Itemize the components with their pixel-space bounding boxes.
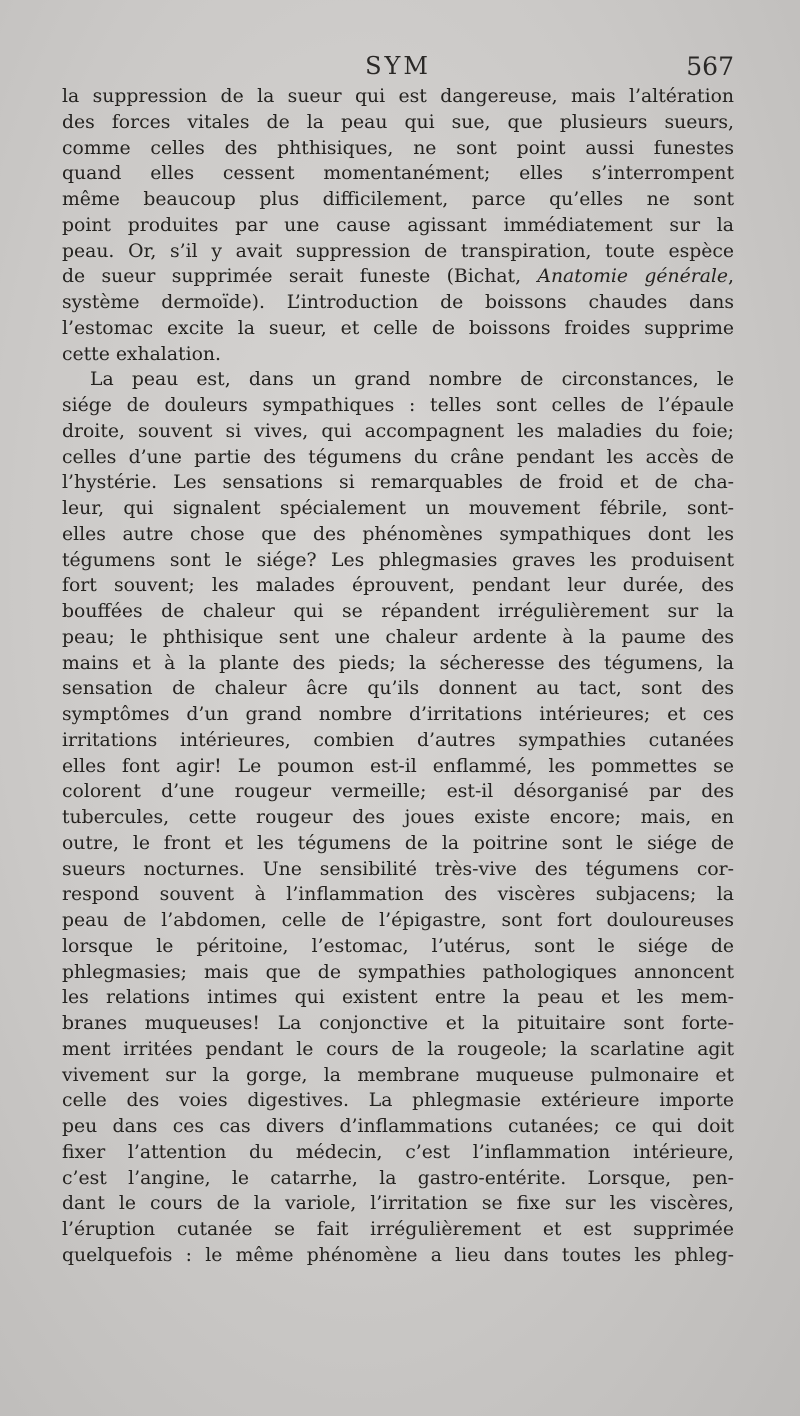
italic-title: Anatomie générale bbox=[537, 266, 729, 288]
text-line: branes muqueuses! La conjonctive et la pituitaire sont forte- bbox=[62, 1013, 734, 1034]
text-line: celles d’une partie des tégumens du crâne pendant les accès de bbox=[62, 446, 734, 468]
text-line: l’estomac excite la sueur, et celle de boissons froides supprime bbox=[62, 317, 734, 339]
text-line: cette exhalation. bbox=[62, 343, 221, 365]
text-line: tubercules, cette rougeur des joues existe encore; mais, en bbox=[62, 807, 734, 828]
text-line: colorent d’une rougeur vermeille; est-il désorganisé par des bbox=[62, 781, 734, 803]
text-segment: de sueur supprimée serait funeste (Bichat, bbox=[62, 266, 538, 288]
text-line: vivement sur la gorge, la membrane muqueuse pulmonaire et bbox=[62, 1064, 734, 1086]
body-text bbox=[62, 84, 734, 1269]
text-line: peau; le phthisique sent une chaleur ardente à la paume des bbox=[62, 626, 734, 648]
text-line: peu dans ces cas divers d’inflammations cutanées; ce qui doit bbox=[62, 1116, 734, 1137]
text-line: droite, souvent si vives, qui accompagnent les maladies du foie; bbox=[62, 420, 734, 442]
text-line: quelquefois : le même phénomène a lieu dans toutes les phleg- bbox=[62, 1244, 734, 1266]
text-line: phlegmasies; mais que de sympathies pathologiques annoncent bbox=[62, 961, 734, 983]
text-line: ment irritées pendant le cours de la rougeole; la scarlatine agit bbox=[62, 1038, 734, 1060]
text-line: bouffées de chaleur qui se répandent irrégulièrement sur la bbox=[62, 601, 734, 622]
text-line: leur, qui signalent spécialement un mouvement fébrile, sont- bbox=[62, 498, 734, 519]
text-line: fixer l’attention du médecin, c’est l’inflammation intérieure, bbox=[62, 1141, 734, 1163]
text-line: peau de l’abdomen, celle de l’épigastre, sont fort douloureuses bbox=[62, 910, 734, 931]
text-line: celle des voies digestives. La phlegmasie extérieure importe bbox=[62, 1090, 734, 1112]
text-line: siége de douleurs sympathiques : telles sont celles de l’épaule bbox=[62, 395, 734, 416]
text-line: symptômes d’un grand nombre d’irritations intérieures; et ces bbox=[62, 704, 734, 725]
text-line: c’est l’angine, le catarrhe, la gastro-entérite. Lorsque, pen- bbox=[62, 1167, 734, 1189]
page-number: 567 bbox=[686, 52, 734, 81]
text-segment: , bbox=[728, 266, 734, 288]
page-header bbox=[62, 52, 734, 86]
text-line: sueurs nocturnes. Une sensibilité très-vive des tégumens cor- bbox=[62, 858, 734, 880]
text-line: lorsque le péritoine, l’estomac, l’utérus, sont le siége de bbox=[62, 935, 734, 957]
text-line: la suppression de la sueur qui est dangereuse, mais l’altération bbox=[62, 86, 734, 107]
text-line: l’éruption cutanée se fait irrégulièrement et est supprimée bbox=[62, 1219, 734, 1240]
text-line: La peau est, dans un grand nombre de circonstances, le bbox=[90, 369, 734, 391]
text-line: système dermoïde). L’introduction de boissons chaudes dans bbox=[62, 292, 734, 313]
text-line: sensation de chaleur âcre qu’ils donnent au tact, sont des bbox=[62, 678, 734, 700]
text-line: l’hystérie. Les sensations si remarquables de froid et de cha- bbox=[62, 472, 734, 494]
text-line: fort souvent; les malades éprouvent, pendant leur durée, des bbox=[62, 575, 734, 597]
text-line: des forces vitales de la peau qui sue, que plusieurs sueurs, bbox=[62, 111, 734, 133]
text-line: quand elles cessent momentanément; elles s’interrompent bbox=[62, 163, 734, 185]
text-line: elles font agir! Le poumon est-il enflammé, les pommettes se bbox=[62, 755, 734, 777]
text-line: respond souvent à l’inflammation des viscères subjacens; la bbox=[62, 884, 734, 906]
paragraph bbox=[62, 367, 734, 1268]
text-line: même beaucoup plus difficilement, parce qu’elles ne sont bbox=[62, 189, 734, 210]
text-line: les relations intimes qui existent entre la peau et les mem- bbox=[62, 987, 734, 1009]
running-head: SYM bbox=[365, 52, 431, 80]
text-line: elles autre chose que des phénomènes sympathiques dont les bbox=[62, 523, 734, 545]
text-line: tégumens sont le siége? Les phlegmasies graves les produisent bbox=[62, 549, 734, 571]
text-line bbox=[62, 264, 734, 290]
text-line: mains et à la plante des pieds; la sécheresse des tégumens, la bbox=[62, 652, 734, 674]
text-line: irritations intérieures, combien d’autres sympathies cutanées bbox=[62, 729, 734, 751]
text-line: point produites par une cause agissant immédiatement sur la bbox=[62, 214, 734, 236]
text-line: peau. Or, s’il y avait suppression de transpiration, toute espèce bbox=[62, 240, 734, 262]
text-line: dant le cours de la variole, l’irritation se fixe sur les viscères, bbox=[62, 1193, 734, 1215]
paragraph bbox=[62, 84, 734, 367]
text-line: outre, le front et les tégumens de la poitrine sont le siége de bbox=[62, 832, 734, 854]
text-line: comme celles des phthisiques, ne sont point aussi funestes bbox=[62, 137, 734, 159]
